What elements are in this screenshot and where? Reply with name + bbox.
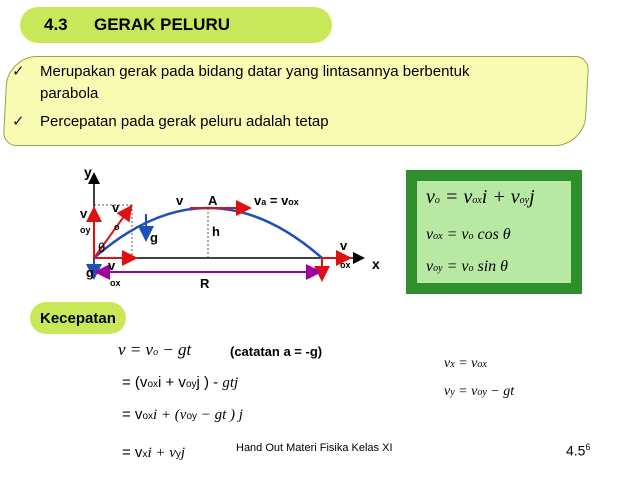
bullet-1-line-2: parabola (40, 85, 99, 102)
velocity-equation: v = vo − gt (118, 340, 192, 359)
equation-line-4: = vxi + vyj (122, 444, 186, 461)
page-number: $4.5^6$ (566, 442, 591, 459)
vox-label: v (108, 258, 116, 273)
kecepatan-label: Kecepatan (40, 310, 116, 327)
check-icon: ✓ (12, 113, 25, 130)
vo-label: v (112, 200, 120, 215)
g-origin-label: g (86, 265, 94, 280)
height-label: h (212, 224, 220, 239)
section-title: GERAK PELURU (94, 15, 231, 34)
vy-result: vy = voy − gt (444, 384, 515, 399)
vox-sub: ox (110, 278, 121, 288)
g-label: g (150, 230, 158, 245)
vx-result: vx = vox (444, 356, 487, 371)
section-number: 4.3 (44, 15, 68, 34)
bullet-1-line-1: Merupakan gerak pada bidang datar yang lintasannya berbentuk (40, 63, 470, 80)
equation-line-3: = voxi + (voy − gt ) j (122, 406, 243, 423)
theta-label: θ (98, 240, 106, 255)
vox-right-label: v (340, 238, 348, 253)
vo-sub: o (114, 222, 120, 232)
point-a-label: A (208, 193, 218, 208)
vox-right-sub: ox (340, 260, 351, 270)
y-axis-label: y (84, 164, 92, 180)
voy-sub: oy (80, 225, 91, 235)
voy-label: v (80, 206, 88, 221)
note-text: (catatan a = -g) (230, 344, 323, 359)
voy-formula: voy = vo sin θ (426, 258, 508, 275)
check-icon: ✓ (12, 63, 25, 80)
v-top-label: v (176, 193, 184, 208)
footer-text: Hand Out Materi Fisika Kelas XI (236, 442, 393, 454)
equation-line-2: = (voxi + voyj ) - gtj (122, 374, 239, 391)
va-label: va = vox (254, 193, 299, 208)
bullet-2: Percepatan pada gerak peluru adalah tetap (40, 113, 329, 130)
vo-formula: vo = voxi + voyj (426, 186, 535, 208)
range-label: R (200, 276, 210, 291)
x-axis-label: x (372, 256, 380, 272)
vox-formula: vox = vo cos θ (426, 226, 511, 243)
